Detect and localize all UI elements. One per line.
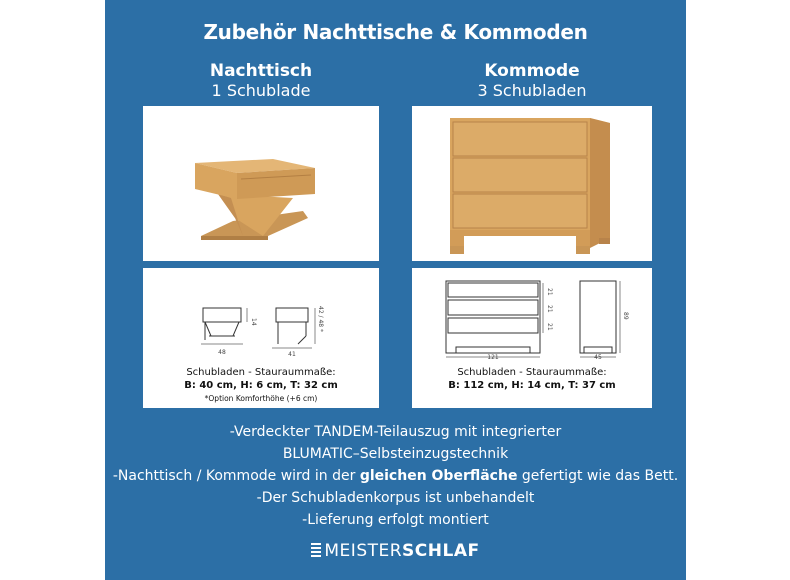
- nachttisch-technical-drawing: [143, 268, 379, 356]
- nachttisch-caption-note: *Option Komforthöhe (+6 cm): [204, 394, 318, 403]
- nachttisch-photo: [143, 106, 379, 261]
- kommode-dim-height: 89: [622, 312, 629, 320]
- kommode-caption-line1: Schubladen - Stauraummaße:: [457, 367, 607, 378]
- feature-line-3-pre: -Nachttisch / Kommode wird in der: [112, 468, 360, 484]
- kommode-illustration: [412, 106, 652, 261]
- kommode-dim-width: 121: [487, 354, 499, 360]
- page-title: Zubehör Nachttische & Kommoden: [203, 20, 588, 44]
- nachttisch-caption-line2: B: 40 cm, H: 6 cm, T: 32 cm: [184, 380, 338, 391]
- nachttisch-dim-width: 48: [218, 349, 226, 356]
- feature-line-3-bold: gleichen Oberfläche: [359, 468, 518, 484]
- kommode-sub: 3 Schubladen: [477, 81, 587, 100]
- nachttisch-drawing: [143, 268, 379, 408]
- kommode-caption-line2: B: 112 cm, H: 14 cm, T: 37 cm: [448, 380, 616, 391]
- kommode-dim-drawer3: 21: [546, 323, 553, 331]
- feature-list: [105, 421, 686, 531]
- kommode-technical-drawing: [412, 268, 652, 360]
- nachttisch-dim-height2: 42 / 48 *: [317, 306, 324, 333]
- nachttisch-dim-width2: 41: [288, 351, 296, 356]
- kommode-heading: [412, 62, 652, 100]
- feature-line-3-post: gefertigt wie das Bett.: [517, 468, 679, 484]
- logo-text-bold: SCHLAF: [402, 541, 480, 561]
- feature-line-4: -Der Schubladenkorpus ist unbehandelt: [256, 490, 535, 506]
- meisterschlaf-logo: [105, 541, 686, 561]
- nachttisch-heading: [143, 62, 379, 100]
- logo-bars-icon: [311, 543, 321, 557]
- kommode-name: Kommode: [484, 61, 580, 81]
- feature-line-5: -Lieferung erfolgt montiert: [302, 512, 489, 528]
- feature-line-1: -Verdeckter TANDEM-Teilauszug mit integrierter: [229, 424, 562, 440]
- nachttisch-sub: 1 Schublade: [211, 81, 311, 100]
- kommode-photo: [412, 106, 652, 261]
- nachttisch-caption: [143, 366, 379, 405]
- kommode-caption: [412, 366, 652, 392]
- kommode-dim-drawer2: 21: [546, 305, 553, 313]
- feature-line-3: [105, 465, 686, 487]
- nachttisch-illustration: [143, 106, 379, 261]
- kommode-dim-depth: 45: [594, 354, 602, 360]
- nachttisch-caption-line1: Schubladen - Stauraummaße:: [186, 367, 336, 378]
- feature-line-2: BLUMATIC–Selbsteinzugstechnik: [282, 446, 509, 462]
- kommode-drawing: [412, 268, 652, 408]
- logo-text-thin: MEISTER: [324, 541, 403, 561]
- info-panel: [105, 0, 686, 580]
- nachttisch-dim-height: 14: [250, 318, 257, 326]
- nachttisch-name: Nachttisch: [209, 61, 313, 81]
- kommode-dim-drawer1: 21: [546, 288, 553, 296]
